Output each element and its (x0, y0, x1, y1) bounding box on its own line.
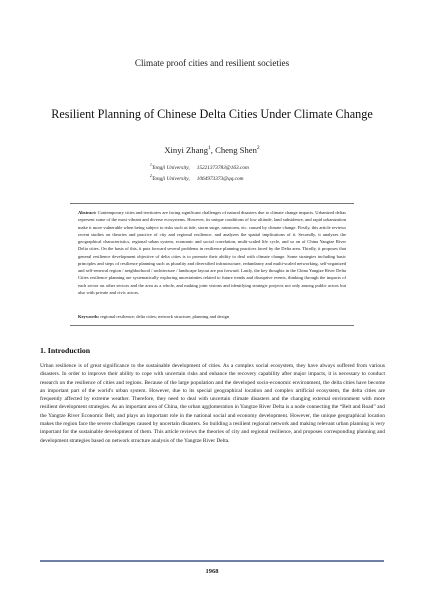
affiliation-mark: 1 (150, 163, 152, 167)
affiliation-institution: Tongji University, (151, 176, 190, 183)
abstract-bottom-rule (70, 325, 354, 326)
section-body: Urban resilience is of great significance to the sustainable development of cities. As a complex social ecosystem, they have always suffered from various disasters. In order to improve their ability to cope with uncertain risks and enhance the recovery capability after major impacts, it is necessary to conduct research on the resilience of cities and regions. Because of the large population and the developed socio-economic environment, the delta cities have become an important part of the world's urban system. However, due to its special geographical location and complex artificial ecosystem, the delta cities are frequently affected by extreme weather. Therefore, they need to deal with uncertain climate disasters and the changing external environment with more resilient development strategies. As an important area of China, the urban agglomeration in Yangtze River Delta is a node connecting the “Belt and Road” and the Yangtze River Economic Belt, and plays an important role in the national social and economy development. However, the unique geographical location makes the region face the severe challenges caused by uncertain disasters. So building a resilient regional network and making relevant urban planning is very important for the sustainable development of them. This article reviews the theories of city and regional resilience, and proposes corresponding planning and development strategies based on network structure analysis of the Yangtze River Delta. (40, 363, 385, 444)
affiliation-institution: Tongji University, (151, 164, 190, 171)
affiliation (150, 172, 320, 183)
section-heading: 1. Introduction (40, 346, 91, 355)
paper-title: Resilient Planning of Chinese Delta Cities Under Climate Change (51, 107, 373, 121)
affiliation-mark: 2 (150, 174, 152, 179)
abstract-text: Contemporary cities and territories are facing significant challenges of natural disasters due to climate change impacts. Urbanized deltas represent some of the most vibrant and diverse ecosystems. However, its unique conditions of low altitude, land subsidence, and rapid urbanization make it more vulnerable when being subject to risks such as tide, storm surge, rainstorm, etc. caused by climate change. Firstly, this article reviews recent studies on theories and practice of city and regional resilience, and analyzes the spatial implications of it. Secondly, it analyzes the geographical characteristics, regional urban system, economic and social correlation, multi-scaled life cycle, and so on of China Yangtze River Delta cities. On the basis of this, it puts forward several problems in resilience planning practices faced by the Delta area. Thirdly, it proposes that general resilience development objective of delta cities is to promote their ability to deal with climate change. Some strategies including basic principles and steps of resilience planning such as plurality and diversified infrastructure, redundancy and multi-scaled networking, self-organized and self-renewal region / neighborhood / architecture / landscape layout are put forward. Lastly, the key thoughts in the China Yangtze River Delta Cities resilience planning are systematically exploring uncertainties related to future trends and disruptive events, thinking through the impacts of each sector on other sectors and the area as a whole, and making joint visions and identifying strategic projects not only among public actors but also with private and civic actors. (78, 210, 347, 295)
author-mark: 1 (208, 145, 211, 152)
author-name: Cheng Shen (215, 145, 257, 155)
affiliation-email: 1064973373@qq.com (196, 176, 244, 183)
abstract-label: Abstract: (78, 210, 97, 215)
keywords (78, 313, 346, 320)
keywords-label: Keywords: (78, 314, 100, 319)
page-number: 1968 (205, 568, 219, 575)
running-header: Climate proof cities and resilient societies (134, 58, 290, 68)
author-mark: 2 (256, 145, 260, 152)
affiliation-email: 15221373783@163.com (196, 164, 249, 171)
abstract-top-rule (70, 203, 354, 204)
abstract (78, 209, 346, 296)
affiliation (150, 161, 320, 172)
keywords-text: regional resilience; delta cities; network structure; planning and design (100, 314, 230, 319)
footer-rule (40, 560, 384, 562)
affiliations (150, 161, 320, 184)
author-name: Xinyi Zhang (164, 145, 208, 155)
author-line: Xinyi Zhang$^1$, Cheng Shen$^2$ (164, 145, 260, 155)
